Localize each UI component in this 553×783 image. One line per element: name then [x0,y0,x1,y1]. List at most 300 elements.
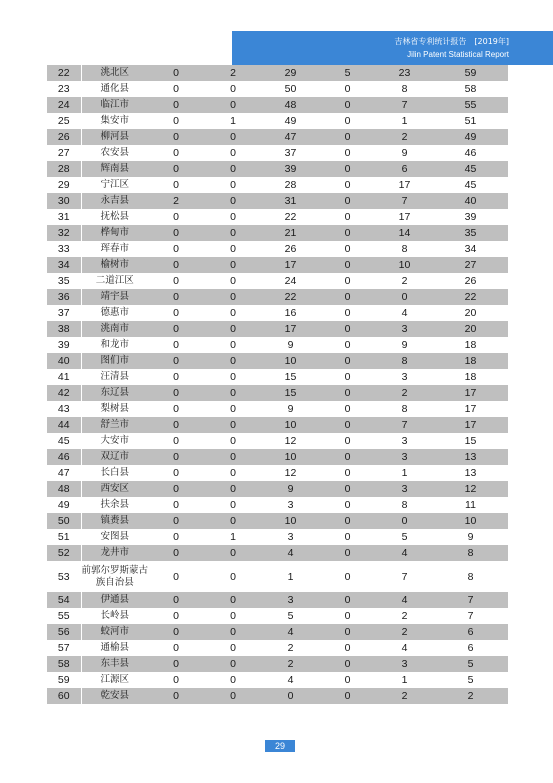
total-cell: 18 [433,369,508,385]
county-name-cell: 洮南市 [81,321,148,337]
report-title-cn: 吉林省专利统计报告 [394,37,467,46]
value-col3-cell: 16 [262,305,319,321]
value-col3-cell: 39 [262,161,319,177]
value-col4-cell: 0 [319,257,376,273]
value-col5-cell: 2 [376,688,433,704]
value-col3-cell: 10 [262,353,319,369]
value-col5-cell: 8 [376,353,433,369]
value-col2-cell: 0 [204,672,262,688]
value-col3-cell: 22 [262,209,319,225]
table-row [47,369,508,385]
table-row [47,129,508,145]
value-col1-cell: 0 [148,672,204,688]
value-col2-cell: 0 [204,193,262,209]
total-cell: 22 [433,289,508,305]
value-col3-cell: 17 [262,257,319,273]
table-row [47,161,508,177]
value-col4-cell: 0 [319,209,376,225]
county-name-cell: 临江市 [81,97,148,113]
value-col1-cell: 0 [148,273,204,289]
total-cell: 58 [433,81,508,97]
county-name-cell: 抚松县 [81,209,148,225]
county-name-cell: 汪清县 [81,369,148,385]
county-name-cell: 扶余县 [81,497,148,513]
table-row [47,624,508,640]
value-col4-cell: 0 [319,513,376,529]
value-col4-cell: 0 [319,113,376,129]
county-name-cell: 伊通县 [81,592,148,608]
value-col4-cell: 0 [319,656,376,672]
total-cell: 51 [433,113,508,129]
total-cell: 45 [433,161,508,177]
county-name-cell: 东辽县 [81,385,148,401]
value-col4-cell: 0 [319,241,376,257]
county-name-cell: 二道江区 [81,273,148,289]
value-col5-cell: 3 [376,369,433,385]
county-name-cell: 西安区 [81,481,148,497]
county-name-cell: 通榆县 [81,640,148,656]
total-cell: 26 [433,273,508,289]
rank-cell: 54 [47,592,81,608]
county-name-cell: 大安市 [81,433,148,449]
value-col5-cell: 7 [376,417,433,433]
value-col4-cell: 0 [319,177,376,193]
report-title-en: Jilin Patent Statistical Report [407,50,509,59]
table-row [47,561,508,592]
value-col5-cell: 6 [376,161,433,177]
county-name-cell: 榆树市 [81,257,148,273]
value-col1-cell: 0 [148,656,204,672]
rank-cell: 49 [47,497,81,513]
table-row [47,305,508,321]
value-col2-cell: 0 [204,401,262,417]
total-cell: 18 [433,337,508,353]
value-col4-cell: 0 [319,353,376,369]
value-col5-cell: 17 [376,177,433,193]
rank-cell: 50 [47,513,81,529]
value-col5-cell: 3 [376,449,433,465]
county-name-cell: 靖宇县 [81,289,148,305]
table-row [47,672,508,688]
county-name-cell: 双辽市 [81,449,148,465]
total-cell: 46 [433,145,508,161]
value-col4-cell: 0 [319,481,376,497]
value-col1-cell: 0 [148,129,204,145]
value-col5-cell: 3 [376,481,433,497]
value-col3-cell: 22 [262,289,319,305]
value-col4-cell: 0 [319,433,376,449]
value-col5-cell: 4 [376,545,433,561]
total-cell: 12 [433,481,508,497]
value-col1-cell: 0 [148,640,204,656]
rank-cell: 36 [47,289,81,305]
county-name-cell: 梨树县 [81,401,148,417]
value-col1-cell: 0 [148,209,204,225]
table-row [47,688,508,704]
value-col5-cell: 2 [376,129,433,145]
value-col1-cell: 0 [148,529,204,545]
value-col2-cell: 0 [204,369,262,385]
value-col4-cell: 0 [319,129,376,145]
table-row [47,481,508,497]
table-row [47,608,508,624]
county-name-cell: 镇赉县 [81,513,148,529]
rank-cell: 60 [47,688,81,704]
rank-cell: 42 [47,385,81,401]
rank-cell: 59 [47,672,81,688]
value-col2-cell: 1 [204,529,262,545]
table-row [47,273,508,289]
value-col4-cell: 0 [319,225,376,241]
value-col3-cell: 15 [262,385,319,401]
value-col5-cell: 17 [376,209,433,225]
rank-cell: 58 [47,656,81,672]
value-col1-cell: 0 [148,97,204,113]
value-col2-cell: 0 [204,561,262,592]
value-col2-cell: 0 [204,257,262,273]
value-col5-cell: 14 [376,225,433,241]
value-col4-cell: 0 [319,369,376,385]
value-col2-cell: 0 [204,81,262,97]
value-col5-cell: 2 [376,608,433,624]
value-col3-cell: 48 [262,97,319,113]
total-cell: 7 [433,592,508,608]
table-row [47,656,508,672]
value-col4-cell: 0 [319,321,376,337]
value-col3-cell: 12 [262,465,319,481]
county-patent-table [47,65,508,704]
total-cell: 2 [433,688,508,704]
rank-cell: 39 [47,337,81,353]
value-col2-cell: 0 [204,592,262,608]
table-row [47,545,508,561]
value-col3-cell: 12 [262,433,319,449]
value-col1-cell: 0 [148,177,204,193]
value-col3-cell: 4 [262,672,319,688]
value-col3-cell: 3 [262,497,319,513]
total-cell: 34 [433,241,508,257]
rank-cell: 35 [47,273,81,289]
total-cell: 9 [433,529,508,545]
value-col5-cell: 1 [376,672,433,688]
county-name-cell: 集安市 [81,113,148,129]
value-col3-cell: 9 [262,401,319,417]
rank-cell: 57 [47,640,81,656]
county-name-cell: 和龙市 [81,337,148,353]
total-cell: 13 [433,465,508,481]
rank-cell: 33 [47,241,81,257]
table-row [47,257,508,273]
county-name-cell: 农安县 [81,145,148,161]
value-col2-cell: 0 [204,640,262,656]
value-col1-cell: 0 [148,113,204,129]
value-col3-cell: 9 [262,481,319,497]
value-col4-cell: 0 [319,289,376,305]
value-col1-cell: 0 [148,305,204,321]
total-cell: 8 [433,545,508,561]
rank-cell: 27 [47,145,81,161]
rank-cell: 52 [47,545,81,561]
value-col5-cell: 3 [376,321,433,337]
total-cell: 27 [433,257,508,273]
table-row [47,337,508,353]
total-cell: 17 [433,385,508,401]
table-row [47,497,508,513]
value-col1-cell: 0 [148,241,204,257]
county-name-cell: 江源区 [81,672,148,688]
value-col2-cell: 0 [204,417,262,433]
value-col5-cell: 7 [376,561,433,592]
value-col3-cell: 28 [262,177,319,193]
value-col4-cell: 0 [319,273,376,289]
value-col2-cell: 0 [204,209,262,225]
value-col3-cell: 37 [262,145,319,161]
county-name-cell: 舒兰市 [81,417,148,433]
value-col2-cell: 0 [204,433,262,449]
table-row [47,465,508,481]
rank-cell: 47 [47,465,81,481]
value-col2-cell: 0 [204,129,262,145]
rank-cell: 46 [47,449,81,465]
table-row [47,145,508,161]
value-col5-cell: 4 [376,592,433,608]
value-col4-cell: 0 [319,193,376,209]
rank-cell: 40 [47,353,81,369]
value-col2-cell: 0 [204,289,262,305]
total-cell: 17 [433,401,508,417]
rank-cell: 23 [47,81,81,97]
value-col4-cell: 0 [319,529,376,545]
value-col2-cell: 0 [204,305,262,321]
value-col2-cell: 0 [204,241,262,257]
value-col5-cell: 7 [376,193,433,209]
county-name-cell: 前郭尔罗斯蒙古族自治县 [81,561,148,592]
value-col1-cell: 0 [148,592,204,608]
rank-cell: 30 [47,193,81,209]
value-col4-cell: 0 [319,401,376,417]
value-col5-cell: 2 [376,385,433,401]
value-col4-cell: 0 [319,449,376,465]
value-col5-cell: 8 [376,241,433,257]
rank-cell: 43 [47,401,81,417]
rank-cell: 22 [47,65,81,81]
value-col4-cell: 0 [319,688,376,704]
value-col5-cell: 8 [376,497,433,513]
value-col3-cell: 1 [262,561,319,592]
rank-cell: 29 [47,177,81,193]
value-col2-cell: 0 [204,497,262,513]
value-col4-cell: 0 [319,640,376,656]
value-col3-cell: 2 [262,656,319,672]
table-row [47,97,508,113]
county-name-cell: 德惠市 [81,305,148,321]
total-cell: 45 [433,177,508,193]
report-year: [2019年] [474,37,509,46]
value-col4-cell: 0 [319,624,376,640]
value-col5-cell: 5 [376,529,433,545]
table-row [47,193,508,209]
value-col4-cell: 0 [319,385,376,401]
value-col4-cell: 0 [319,497,376,513]
value-col1-cell: 0 [148,225,204,241]
table-row [47,417,508,433]
table-row [47,433,508,449]
rank-cell: 41 [47,369,81,385]
value-col1-cell: 0 [148,497,204,513]
table-row [47,65,508,81]
table-row [47,385,508,401]
value-col1-cell: 0 [148,545,204,561]
value-col2-cell: 0 [204,161,262,177]
table-row [47,177,508,193]
value-col1-cell: 0 [148,433,204,449]
value-col2-cell: 0 [204,321,262,337]
total-cell: 8 [433,561,508,592]
rank-cell: 55 [47,608,81,624]
total-cell: 5 [433,672,508,688]
value-col5-cell: 23 [376,65,433,81]
county-name-cell: 安图县 [81,529,148,545]
value-col2-cell: 0 [204,177,262,193]
county-name-cell: 龙井市 [81,545,148,561]
value-col3-cell: 26 [262,241,319,257]
value-col2-cell: 0 [204,337,262,353]
value-col3-cell: 21 [262,225,319,241]
county-name-cell: 柳河县 [81,129,148,145]
table-row [47,353,508,369]
table-row [47,592,508,608]
value-col3-cell: 3 [262,529,319,545]
value-col3-cell: 49 [262,113,319,129]
rank-cell: 48 [47,481,81,497]
rank-cell: 26 [47,129,81,145]
value-col1-cell: 0 [148,353,204,369]
value-col5-cell: 3 [376,433,433,449]
value-col3-cell: 17 [262,321,319,337]
value-col1-cell: 0 [148,65,204,81]
county-name-cell: 图们市 [81,353,148,369]
county-name-cell: 通化县 [81,81,148,97]
value-col4-cell: 0 [319,337,376,353]
table-row [47,529,508,545]
rank-cell: 45 [47,433,81,449]
rank-cell: 34 [47,257,81,273]
value-col4-cell: 0 [319,417,376,433]
value-col1-cell: 0 [148,608,204,624]
table-row [47,401,508,417]
value-col3-cell: 10 [262,513,319,529]
total-cell: 6 [433,640,508,656]
value-col3-cell: 10 [262,449,319,465]
report-header-banner [232,31,553,65]
value-col1-cell: 0 [148,481,204,497]
table-row [47,81,508,97]
table-row [47,321,508,337]
value-col3-cell: 4 [262,624,319,640]
total-cell: 15 [433,433,508,449]
county-name-cell: 宁江区 [81,177,148,193]
rank-cell: 53 [47,561,81,592]
value-col2-cell: 0 [204,385,262,401]
value-col3-cell: 3 [262,592,319,608]
value-col5-cell: 9 [376,145,433,161]
value-col1-cell: 0 [148,624,204,640]
value-col1-cell: 0 [148,385,204,401]
value-col5-cell: 10 [376,257,433,273]
value-col5-cell: 9 [376,337,433,353]
total-cell: 10 [433,513,508,529]
table-row [47,241,508,257]
value-col3-cell: 47 [262,129,319,145]
value-col4-cell: 0 [319,465,376,481]
value-col3-cell: 9 [262,337,319,353]
rank-cell: 56 [47,624,81,640]
value-col1-cell: 0 [148,417,204,433]
county-name-cell: 辉南县 [81,161,148,177]
value-col3-cell: 15 [262,369,319,385]
value-col3-cell: 31 [262,193,319,209]
value-col1-cell: 0 [148,369,204,385]
value-col3-cell: 5 [262,608,319,624]
total-cell: 17 [433,417,508,433]
total-cell: 20 [433,305,508,321]
value-col2-cell: 2 [204,65,262,81]
table-row [47,640,508,656]
table-row [47,513,508,529]
value-col4-cell: 0 [319,145,376,161]
value-col4-cell: 0 [319,672,376,688]
value-col4-cell: 0 [319,592,376,608]
table-row [47,289,508,305]
value-col1-cell: 0 [148,465,204,481]
value-col2-cell: 0 [204,545,262,561]
total-cell: 13 [433,449,508,465]
value-col4-cell: 0 [319,545,376,561]
value-col2-cell: 0 [204,449,262,465]
value-col1-cell: 0 [148,449,204,465]
value-col5-cell: 3 [376,656,433,672]
value-col1-cell: 0 [148,337,204,353]
report-title-line [386,36,509,47]
value-col1-cell: 0 [148,81,204,97]
total-cell: 59 [433,65,508,81]
value-col1-cell: 0 [148,145,204,161]
value-col2-cell: 0 [204,656,262,672]
value-col1-cell: 2 [148,193,204,209]
rank-cell: 44 [47,417,81,433]
county-name-cell: 桦甸市 [81,225,148,241]
value-col4-cell: 0 [319,608,376,624]
value-col3-cell: 50 [262,81,319,97]
page-number: 29 [265,740,295,752]
value-col1-cell: 0 [148,688,204,704]
value-col2-cell: 0 [204,465,262,481]
value-col2-cell: 0 [204,225,262,241]
value-col3-cell: 2 [262,640,319,656]
rank-cell: 38 [47,321,81,337]
value-col1-cell: 0 [148,401,204,417]
rank-cell: 31 [47,209,81,225]
value-col4-cell: 0 [319,161,376,177]
county-name-cell: 洮北区 [81,65,148,81]
county-name-cell: 永吉县 [81,193,148,209]
value-col5-cell: 1 [376,465,433,481]
value-col3-cell: 29 [262,65,319,81]
value-col5-cell: 7 [376,97,433,113]
value-col3-cell: 0 [262,688,319,704]
value-col2-cell: 0 [204,608,262,624]
value-col4-cell: 0 [319,81,376,97]
